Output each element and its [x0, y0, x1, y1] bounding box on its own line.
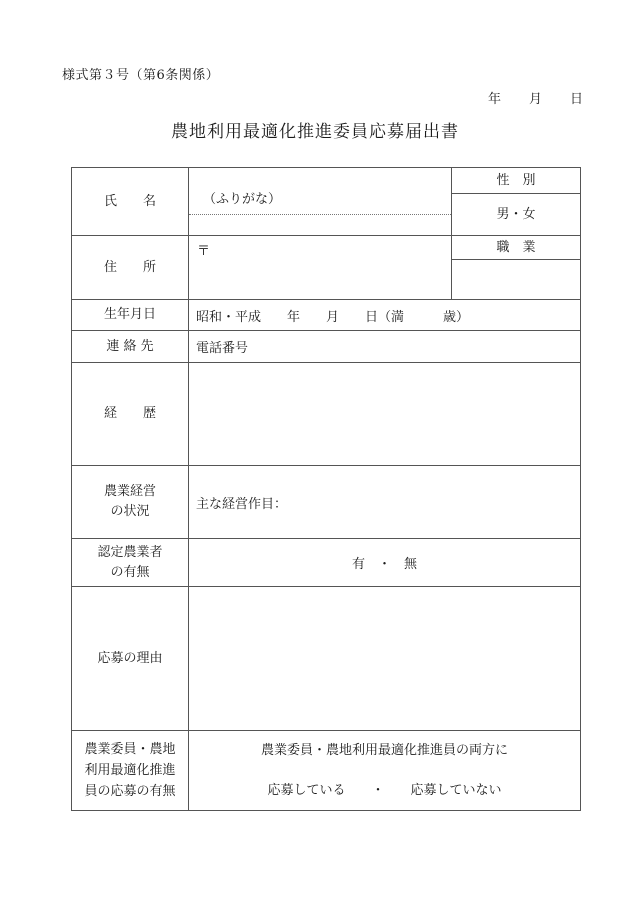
certified-farmer-options[interactable]: 有 ・ 無	[189, 539, 581, 587]
birthdate-label: 生年月日	[72, 300, 189, 331]
certified-label-line-1: 認定農業者	[97, 544, 163, 560]
address-field[interactable]	[189, 236, 452, 300]
dual-application-cell	[189, 731, 581, 811]
occupation-cell	[452, 236, 581, 300]
reason-row	[72, 587, 581, 731]
birthdate-field[interactable]: 昭和・平成 年 月 日（満 歳）	[189, 300, 581, 331]
gender-label: 性 別	[452, 168, 580, 194]
dual-application-row	[72, 731, 581, 811]
name-label: 氏 名	[72, 168, 189, 236]
dual-label-line-3: 員の応募の有無	[84, 784, 176, 799]
dual-label-line-2: 利用最適化推進	[84, 763, 176, 778]
furigana-field[interactable]: （ふりがな）	[189, 189, 451, 215]
postal-mark: 〒	[197, 244, 211, 259]
occupation-field[interactable]	[452, 260, 580, 299]
main-crops-field[interactable]: 主な経営作目：	[189, 466, 581, 539]
form-number: 様式第３号（第6条関係）	[62, 68, 220, 83]
reason-label: 応募の理由	[72, 587, 189, 731]
application-form-table	[71, 167, 581, 811]
farming-label-line-2: の状況	[110, 504, 150, 519]
date-day-label: 日	[569, 92, 583, 107]
career-field[interactable]	[189, 363, 581, 466]
page-title: 農地利用最適化推進委員応募届出書	[171, 122, 459, 142]
name-row	[72, 168, 581, 236]
address-row	[72, 236, 581, 300]
occupation-label: 職 業	[452, 236, 580, 260]
dual-label-line-1: 農業委員・農地	[84, 742, 176, 757]
dual-application-statement: 農業委員・農地利用最適化推進員の両方に	[260, 742, 508, 758]
date-month-label: 月	[528, 92, 542, 107]
contact-label: 連 絡 先	[72, 331, 189, 363]
address-label: 住 所	[72, 236, 189, 300]
date-line	[488, 88, 583, 107]
certified-label-line-2: の有無	[110, 564, 150, 580]
contact-row	[72, 331, 581, 363]
career-row	[72, 363, 581, 466]
career-label: 経 歴	[72, 363, 189, 466]
dual-application-options[interactable]: 応募している ・ 応募していない	[267, 782, 502, 798]
phone-field[interactable]: 電話番号	[189, 331, 581, 363]
farming-status-row	[72, 466, 581, 539]
dual-application-label	[72, 731, 189, 811]
date-year-label: 年	[487, 92, 501, 107]
gender-cell	[452, 168, 581, 236]
name-cell[interactable]	[189, 168, 452, 236]
certified-farmer-label	[72, 539, 189, 587]
farming-label-line-1: 農業経営	[103, 484, 156, 499]
gender-options[interactable]: 男・女	[496, 207, 536, 222]
certified-farmer-row	[72, 539, 581, 587]
farming-status-label	[72, 466, 189, 539]
birthdate-row	[72, 300, 581, 331]
reason-field[interactable]	[189, 587, 581, 731]
